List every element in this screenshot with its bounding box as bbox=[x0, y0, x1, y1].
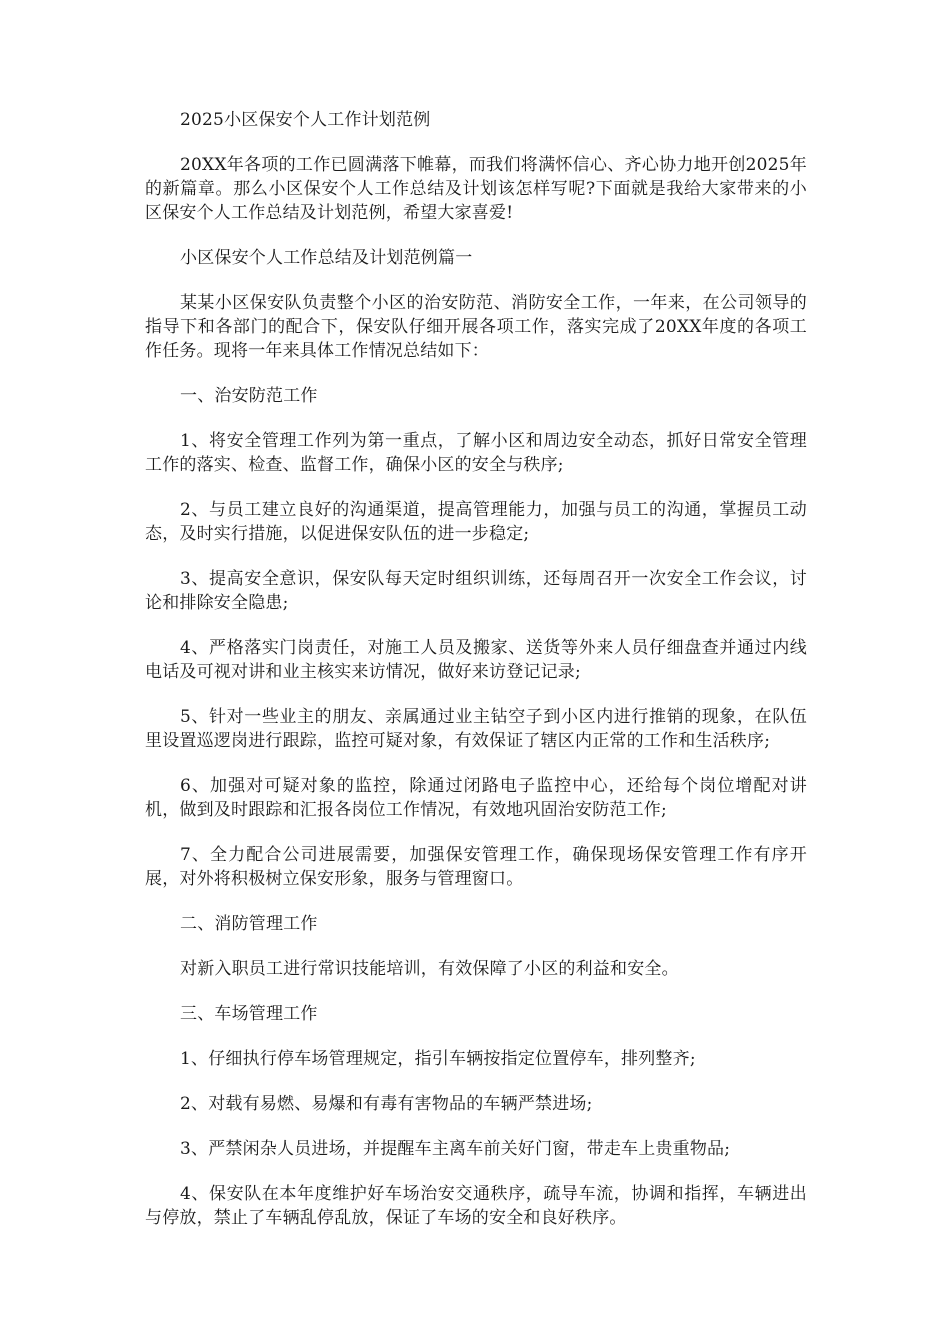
security-item-2: 2、与员工建立良好的沟通渠道，提高管理能力，加强与员工的沟通，掌握员工动态，及时实行措施，以促进保安队伍的进一步稳定; bbox=[145, 500, 807, 544]
intro-paragraph: 20XX年各项的工作已圆满落下帷幕，而我们将满怀信心、齐心协力地开创2025年的新篇章。那么小区保安个人工作总结及计划该怎样写呢?下面就是我给大家带来的小区保安个人工作总结及计划范例，希望大家喜爱! bbox=[145, 155, 807, 223]
heading-security-prevention: 一、治安防范工作 bbox=[180, 386, 318, 406]
parking-item-4: 4、保安队在本年度维护好车场治安交通秩序，疏导车流，协调和指挥，车辆进出与停放，禁止了车辆乱停乱放，保证了车场的安全和良好秩序。 bbox=[145, 1184, 807, 1228]
summary-paragraph: 某某小区保安队负责整个小区的治安防范、消防安全工作，一年来，在公司领导的指导下和各部门的配合下，保安队仔细开展各项工作，落实完成了20XX年度的各项工作任务。现将一年来具体工作情况总结如下： bbox=[145, 293, 807, 361]
parking-item-1: 1、仔细执行停车场管理规定，指引车辆按指定位置停车，排列整齐; bbox=[180, 1049, 696, 1069]
fire-management-paragraph: 对新入职员工进行常识技能培训，有效保障了小区的利益和安全。 bbox=[180, 959, 679, 979]
security-item-6: 6、加强对可疑对象的监控，除通过闭路电子监控中心，还给每个岗位增配对讲机，做到及时跟踪和汇报各岗位工作情况，有效地巩固治安防范工作; bbox=[145, 776, 807, 820]
parking-item-2: 2、对载有易燃、易爆和有毒有害物品的车辆严禁进场; bbox=[180, 1094, 593, 1114]
document-body bbox=[145, 108, 807, 1251]
section-heading-part-one: 小区保安个人工作总结及计划范例篇一 bbox=[180, 248, 473, 268]
security-item-1: 1、将安全管理工作列为第一重点，了解小区和周边安全动态，抓好日常安全管理工作的落实、检查、监督工作，确保小区的安全与秩序; bbox=[145, 431, 807, 475]
security-item-7: 7、全力配合公司进展需要，加强保安管理工作，确保现场保安管理工作有序开展，对外将积极树立保安形象，服务与管理窗口。 bbox=[145, 845, 807, 889]
heading-parking-management: 三、车场管理工作 bbox=[180, 1004, 318, 1024]
security-item-5: 5、针对一些业主的朋友、亲属通过业主钻空子到小区内进行推销的现象，在队伍里设置巡逻岗进行跟踪，监控可疑对象，有效保证了辖区内正常的工作和生活秩序; bbox=[145, 707, 807, 751]
security-item-4: 4、严格落实门岗责任，对施工人员及搬家、送货等外来人员仔细盘查并通过内线电话及可视对讲和业主核实来访情况，做好来访登记记录; bbox=[145, 638, 807, 682]
security-item-3: 3、提高安全意识，保安队每天定时组织训练，还每周召开一次安全工作会议，讨论和排除安全隐患; bbox=[145, 569, 807, 613]
heading-fire-management: 二、消防管理工作 bbox=[180, 914, 318, 934]
parking-item-3: 3、严禁闲杂人员进场，并提醒车主离车前关好门窗，带走车上贵重物品; bbox=[180, 1139, 731, 1159]
document-title: 2025小区保安个人工作计划范例 bbox=[180, 110, 431, 130]
